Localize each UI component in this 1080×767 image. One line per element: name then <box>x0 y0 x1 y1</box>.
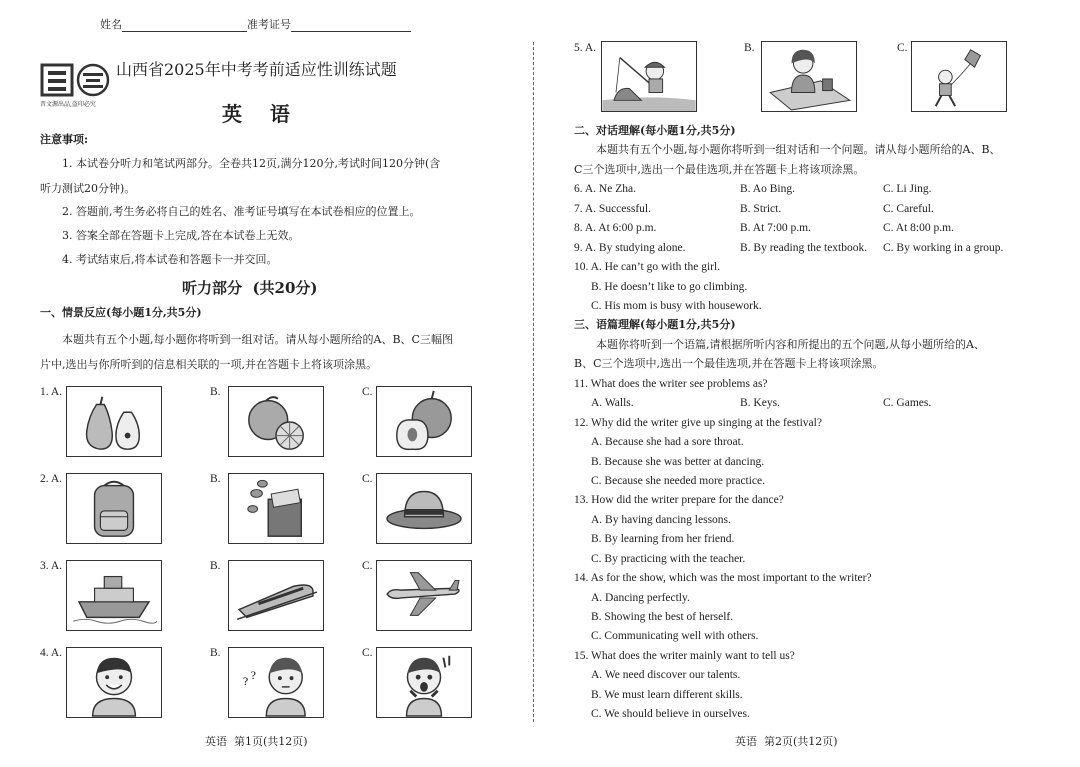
kite-boy-icon <box>912 42 1006 111</box>
q10-option-c[interactable]: C. His mom is busy with housework. <box>591 300 762 312</box>
section3-heading: 三、语篇理解(每小题1分,共5分) <box>574 318 736 331</box>
section2-instructions-1: 本题共有五个小题,每小题你将听到一组对话和一个问题。请从每小题所给的A、B、 <box>596 143 1001 156</box>
pear-icon <box>67 387 161 456</box>
q13-option-a[interactable]: A. By having dancing lessons. <box>591 514 731 526</box>
exam-id-underline <box>291 19 411 32</box>
q9-option-a[interactable]: 9. A. By studying alone. <box>574 242 686 254</box>
q1-option-b[interactable] <box>228 386 324 457</box>
q11-option-c[interactable]: C. Games. <box>883 397 932 409</box>
note-1-cont: 听力测试20分钟)。 <box>40 182 136 195</box>
q14-option-a[interactable]: A. Dancing perfectly. <box>591 592 690 604</box>
happy-boy-icon <box>67 648 161 717</box>
q12-question: 12. Why did the writer give up singing at the festival? <box>574 417 822 429</box>
q10-option-b[interactable]: B. He doesn’t like to go climbing. <box>591 281 748 293</box>
exam-title: 山西省2025年中考考前适应性训练试题 <box>116 60 397 79</box>
section3-instructions-1: 本题你将听到一个语篇,请根据所听内容和所提出的五个问题,从每小题所给的A、 <box>596 338 985 351</box>
q13-option-c[interactable]: C. By practicing with the teacher. <box>591 553 746 565</box>
q1-option-a[interactable] <box>66 386 162 457</box>
note-3: 3. 答案全部在答题卡上完成,答在本试卷上无效。 <box>62 229 300 242</box>
note-1: 1. 本试卷分听力和笔试两部分。全卷共12页,满分120分,考试时间120分钟(含 <box>62 157 441 170</box>
q8-option-a[interactable]: 8. A. At 6:00 p.m. <box>574 222 657 234</box>
section1-instructions-1: 本题共有五个小题,每小题你将听到一组对话。请从每小题所给的A、B、C三幅图 <box>62 333 453 346</box>
q2-option-b[interactable] <box>228 473 324 544</box>
q2-option-a[interactable] <box>66 473 162 544</box>
name-label: 姓名 <box>100 18 122 31</box>
q5-option-a[interactable] <box>601 41 697 112</box>
q1-option-c[interactable] <box>376 386 472 457</box>
q6-option-b[interactable]: B. Ao Bing. <box>740 183 795 195</box>
q15-option-b[interactable]: B. We must learn different skills. <box>591 689 743 701</box>
exam-subject: 英 语 <box>222 102 290 126</box>
hat-icon <box>377 474 471 543</box>
q1-c-label: C. <box>362 386 373 398</box>
q13-option-b[interactable]: B. By learning from her friend. <box>591 533 735 545</box>
q2-b-label: B. <box>210 473 221 485</box>
q4-option-a[interactable] <box>66 647 162 718</box>
q7-option-c[interactable]: C. Careful. <box>883 203 934 215</box>
q14-question: 14. As for the show, which was the most important to the writer? <box>574 572 872 584</box>
q11-option-b[interactable]: B. Keys. <box>740 397 780 409</box>
q12-option-c[interactable]: C. Because she needed more practice. <box>591 475 766 487</box>
note-4: 4. 考试结束后,将本试卷和答题卡一并交回。 <box>62 253 278 266</box>
fishing-boy-icon <box>602 42 696 111</box>
footer-left: 英语 第1页(共12页) <box>205 735 308 748</box>
ship-icon <box>67 561 161 630</box>
q3-b-label: B. <box>210 560 221 572</box>
section3-instructions-2: B、C三个选项中,选出一个最佳选项,并在答题卡上将该项涂黑。 <box>574 357 884 370</box>
q10-option-a[interactable]: 10. A. He can’t go with the girl. <box>574 261 721 273</box>
logo-seal-icon <box>40 63 112 97</box>
footer-right: 英语 第2页(共12页) <box>735 735 838 748</box>
svg-text:?: ? <box>250 669 256 683</box>
airplane-icon <box>377 561 471 630</box>
q2-option-c[interactable] <box>376 473 472 544</box>
q3-option-b[interactable] <box>228 560 324 631</box>
q15-option-c[interactable]: C. We should believe in ourselves. <box>591 708 750 720</box>
q14-option-c[interactable]: C. Communicating well with others. <box>591 630 759 642</box>
q15-question: 15. What does the writer mainly want to tell us? <box>574 650 795 662</box>
orange-icon <box>229 387 323 456</box>
q2-label: 2. A. <box>40 473 63 485</box>
q12-option-a[interactable]: A. Because she had a sore throat. <box>591 436 744 448</box>
q4-c-label: C. <box>362 647 373 659</box>
q4-option-b[interactable] <box>228 647 324 718</box>
q8-option-b[interactable]: B. At 7:00 p.m. <box>740 222 811 234</box>
scared-boy-icon <box>377 648 471 717</box>
logo-caption: 晋文源出品,盗印必究 <box>40 101 96 108</box>
q5-b-label: B. <box>744 42 755 54</box>
exam-id-label: 准考证号 <box>247 18 291 31</box>
note-2: 2. 答题前,考生务必将自己的姓名、准考证号填写在本试卷相应的位置上。 <box>62 205 421 218</box>
q5-c-label: C. <box>897 42 908 54</box>
confused-boy-icon <box>229 648 323 717</box>
name-underline <box>122 19 247 32</box>
q4-option-c[interactable] <box>376 647 472 718</box>
q11-option-a[interactable]: A. Walls. <box>591 397 634 409</box>
q15-option-a[interactable]: A. We need discover our talents. <box>591 669 741 681</box>
listening-title: 听力部分 (共20分) <box>182 279 318 297</box>
q6-option-a[interactable]: 6. A. Ne Zha. <box>574 183 636 195</box>
q5-label: 5. A. <box>574 42 597 54</box>
q9-option-b[interactable]: B. By reading the textbook. <box>740 242 868 254</box>
q1-b-label: B. <box>210 386 221 398</box>
wallet-icon <box>229 474 323 543</box>
q8-option-c[interactable]: C. At 8:00 p.m. <box>883 222 954 234</box>
section1-heading: 一、情景反应(每小题1分,共5分) <box>40 306 202 319</box>
q2-c-label: C. <box>362 473 373 485</box>
publisher-logo <box>40 63 112 108</box>
q4-b-label: B. <box>210 647 221 659</box>
q6-option-c[interactable]: C. Li Jing. <box>883 183 932 195</box>
q4-label: 4. A. <box>40 647 63 659</box>
section1-instructions-2: 片中,选出与你所听到的信息相关联的一项,并在答题卡上将该项涂黑。 <box>40 358 377 371</box>
svg-text:?: ? <box>242 674 249 688</box>
q9-option-c[interactable]: C. By working in a group. <box>883 242 1004 254</box>
backpack-icon <box>67 474 161 543</box>
name-field[interactable] <box>100 18 411 32</box>
q3-label: 3. A. <box>40 560 63 572</box>
q12-option-b[interactable]: B. Because she was better at dancing. <box>591 456 765 468</box>
section2-heading: 二、对话理解(每小题1分,共5分) <box>574 124 736 137</box>
q3-option-a[interactable] <box>66 560 162 631</box>
train-icon <box>229 561 323 630</box>
q5-option-c[interactable] <box>911 41 1007 112</box>
page-divider <box>533 42 534 722</box>
apple-icon <box>377 387 471 456</box>
q14-option-b[interactable]: B. Showing the best of herself. <box>591 611 734 623</box>
notes-heading: 注意事项: <box>40 133 89 146</box>
q7-option-a[interactable]: 7. A. Successful. <box>574 203 651 215</box>
section2-instructions-2: C三个选项中,选出一个最佳选项,并在答题卡上将该项涂黑。 <box>574 163 865 176</box>
q3-option-c[interactable] <box>376 560 472 631</box>
q13-question: 13. How did the writer prepare for the dance? <box>574 494 784 506</box>
q1-label: 1. A. <box>40 386 63 398</box>
q5-option-b[interactable] <box>761 41 857 112</box>
q3-c-label: C. <box>362 560 373 572</box>
q11-question: 11. What does the writer see problems as? <box>574 378 768 390</box>
girl-picnic-icon <box>762 42 856 111</box>
q7-option-b[interactable]: B. Strict. <box>740 203 782 215</box>
